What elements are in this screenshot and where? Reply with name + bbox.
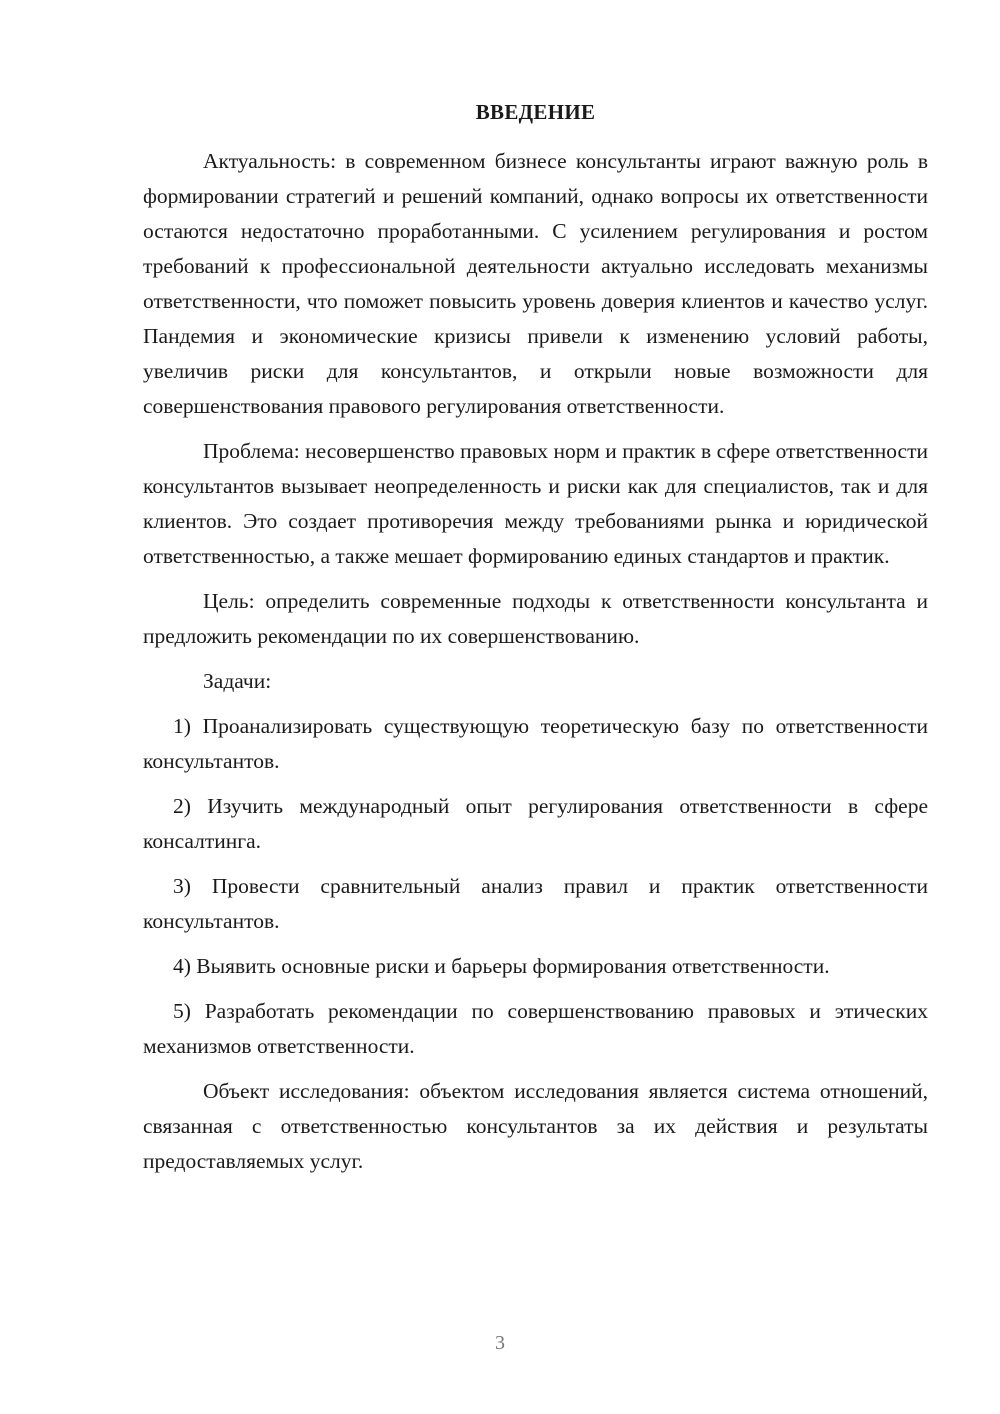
task-item-5: 5) Разработать рекомендации по совершенствованию правовых и этических механизмов ответственности.	[143, 999, 928, 1058]
paragraph-goal: Цель: определить современные подходы к ответственности консультанта и предложить рекомендации по их совершенствованию.	[143, 589, 928, 648]
page-number: 3	[495, 1332, 505, 1354]
tasks-label: Задачи:	[203, 669, 272, 693]
paragraph-object: Объект исследования: объектом исследования является система отношений, связанная с ответственностью консультантов за их действия и результаты предоставляемых услуг.	[143, 1079, 928, 1173]
task-item-1: 1) Проанализировать существующую теоретическую базу по ответственности консультантов.	[143, 714, 928, 773]
task-item-4: 4) Выявить основные риски и барьеры формирования ответственности.	[173, 954, 830, 978]
document-page	[143, 95, 928, 1189]
paragraph-problem: Проблема: несовершенство правовых норм и практик в сфере ответственности консультантов вызывает неопределенность и риски как для специалистов, так и для клиентов. Это создает противоречия между требованиями рынка и юридической ответственностью, а также мешает формированию единых стандартов и практик.	[143, 439, 928, 568]
paragraph-relevance: Актуальность: в современном бизнесе консультанты играют важную роль в формировании стратегий и решений компаний, однако вопросы их ответственности остаются недостаточно проработанными. С усилением регулирования и ростом требований к профессиональной деятельности актуально исследовать механизмы ответственности, что поможет повысить уровень доверия клиентов и качество услуг. Пандемия и экономические кризисы привели к изменению условий работы, увеличив риски для консультантов, и открыли новые возможности для совершенствования правового регулирования ответственности.	[143, 149, 928, 418]
task-item-2: 2) Изучить международный опыт регулирования ответственности в сфере консалтинга.	[143, 794, 928, 853]
task-item-3: 3) Провести сравнительный анализ правил и практик ответственности консультантов.	[143, 874, 928, 933]
section-heading: ВВЕДЕНИЕ	[475, 100, 596, 124]
